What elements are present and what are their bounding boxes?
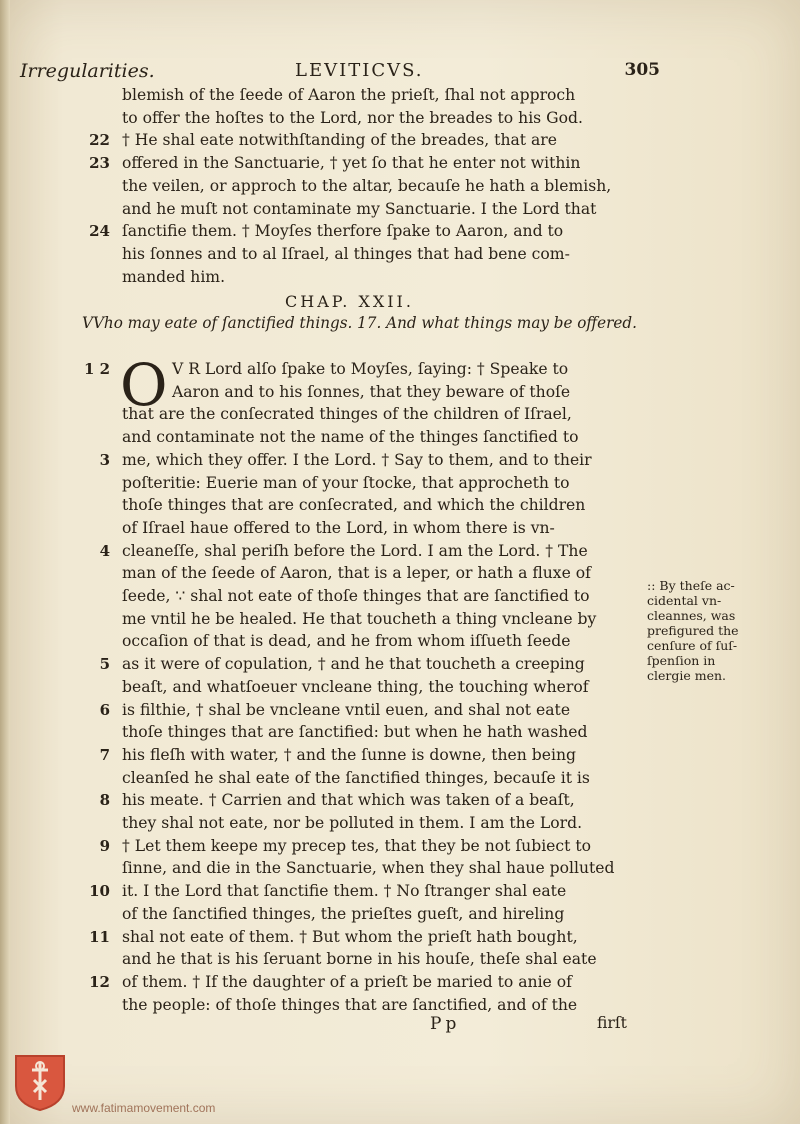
text-line (0, 129, 800, 151)
verse-text: beaſt, and whatſoeuer vncleane thing, the touching wherof (122, 677, 589, 696)
text-line (0, 971, 800, 993)
verse-text: as it were of copulation, † and he that toucheth a creeping (122, 655, 585, 674)
text-line (0, 857, 800, 879)
verse-number: 8 (99, 791, 110, 810)
verse-text: ſinne, and die in the Sanctuarie, when they shal haue polluted (122, 859, 615, 878)
verse-text: thoſe thinges that are conſecrated, and which the children (122, 496, 586, 515)
verse-text: blemish of the ſeede of Aaron the prieſt, ſhal not approch (122, 86, 576, 104)
text-line (0, 426, 800, 448)
text-line (0, 994, 800, 1016)
verse-text: is filthie, † shal be vncleane vntil euen, and shal not eate (122, 700, 571, 719)
verse-text: his meate. † Carrien and that which was taken of a beaſt, (122, 791, 575, 810)
verse-text: shal not eate of them. † But whom the prieſt hath bought, (122, 927, 578, 946)
verse-text: they shal not eate, nor be polluted in them. I am the Lord. (122, 814, 583, 832)
verse-text: me, which they offer. I the Lord. † Say to them, and to their (122, 450, 592, 469)
verse-text: me vntil he be healed. He that toucheth a thing vncleane by (122, 609, 597, 628)
papal-seal-icon (12, 1052, 68, 1112)
verse-number: 11 (89, 927, 110, 946)
verse-text: poſteritie: Euerie man of your ſtocke, that approcheth to (122, 473, 570, 492)
side-note-line: cidental vn- (647, 593, 722, 608)
text-line (0, 403, 800, 425)
verse-text: of the ſanctified thinges, the prieſtes gueſt, and hireling (122, 904, 565, 923)
text-line (0, 494, 800, 516)
verse-number: 1 2 (84, 360, 111, 378)
text-line (0, 903, 800, 925)
verse-text: that are the conſecrated thinges of the children of Iſrael, (122, 405, 572, 424)
text-line (0, 175, 800, 197)
text-line (0, 266, 800, 288)
verse-text: Aaron and to his ſonnes, that they beware of thoſe (172, 382, 571, 401)
verse-text: occaſion of that is dead, and he from whom iſſueth ſeede (122, 632, 571, 651)
verse-text: to offer the hoſtes to the Lord, nor the breades to his God. (122, 108, 583, 127)
verse-text: of them. † If the daughter of a prieſt be maried to anie of (122, 972, 572, 991)
text-line (0, 767, 800, 789)
verse-number: 12 (89, 972, 110, 991)
verse-text: and he that is his ſeruant borne in his houſe, theſe shal eate (122, 950, 597, 969)
side-note (647, 578, 792, 683)
side-note-line: cenſure of ſuſ- (647, 638, 738, 653)
verse-text: manded him. (122, 267, 226, 286)
text-line (0, 358, 800, 380)
verse-text: cleaneſſe, shal periſh before the Lord. I am the Lord. † The (122, 541, 588, 560)
running-head-book: LEVITICVS. (295, 60, 424, 81)
side-note-line: clergie men. (647, 668, 727, 683)
verse-number: 10 (89, 882, 110, 901)
text-line (0, 198, 800, 220)
verse-text: cleanſed he shal eate of the ſanctified thinges, becauſe it is (122, 768, 590, 787)
verse-text: the veilen, or approch to the altar, becauſe he hath a blemish, (122, 176, 612, 195)
text-line (0, 220, 800, 242)
text-line (0, 243, 800, 265)
text-line (0, 744, 800, 766)
running-head (20, 60, 660, 86)
verse-text: † Let them keepe my precep tes, that they be not ſubiect to (122, 836, 592, 855)
verse-text: of Iſrael haue offered to the Lord, in whom there is vn- (122, 518, 555, 537)
verse-number: 9 (99, 836, 110, 855)
text-line (0, 721, 800, 743)
running-head-section: Irregularities. (20, 60, 155, 82)
text-line (0, 472, 800, 494)
text-line (0, 789, 800, 811)
text-line (0, 835, 800, 857)
verse-text: offered in the Sanctuarie, † yet ſo that he enter not within (122, 154, 581, 173)
chapter-summary: VVho may eate of ſanctified things. 17. And what things may be offered. (82, 314, 637, 332)
verse-text: and contaminate not the name of the thinges ſanctified to (122, 428, 579, 447)
text-line (0, 540, 800, 562)
verse-number: 22 (89, 131, 110, 150)
signature-mark: Pp (430, 1014, 461, 1034)
verse-text: V R Lord alſo ſpake to Moyſes, ſaying: † Speake to (172, 360, 569, 378)
verse-number: 6 (99, 700, 110, 719)
side-note-line: :: By theſe ac- (647, 578, 735, 593)
verse-text: ſeede, ∵ shal not eate of thoſe thinges that are ſanctified to (122, 587, 590, 605)
text-line (0, 84, 800, 106)
page-number: 305 (624, 60, 660, 80)
verse-text: it. I the Lord that ſanctifie them. † No ſtranger shal eate (122, 882, 567, 901)
text-line (0, 926, 800, 948)
verse-text: thoſe thinges that are ſanctified: but when he hath washed (122, 723, 588, 742)
verse-number: 5 (99, 655, 110, 674)
verse-text: man of the ſeede of Aaron, that is a leper, or hath a fluxe of (122, 564, 591, 583)
text-line (0, 517, 800, 539)
text-line (0, 449, 800, 471)
catchword: firſt (597, 1014, 627, 1032)
text-line (0, 699, 800, 721)
text-line (0, 948, 800, 970)
verse-text: † He shal eate notwithſtanding of the breades, that are (122, 131, 557, 150)
text-line (0, 381, 800, 403)
verse-number: 7 (99, 745, 110, 764)
text-line (0, 812, 800, 834)
verse-number: 4 (99, 541, 110, 560)
side-note-line: ſpenſion in (647, 653, 716, 668)
chapter-title: CHAP. XXII. (285, 292, 414, 311)
verse-number: 3 (99, 450, 110, 469)
drop-cap: O (120, 351, 168, 419)
verse-text: ſanctifie them. † Moyſes therfore ſpake to Aaron, and to (122, 222, 564, 241)
text-line (0, 880, 800, 902)
verse-text: his fleſh with water, † and the ſunne is downe, then being (122, 745, 577, 764)
verse-text: his ſonnes and to al Iſrael, al thinges that had bene com- (122, 244, 570, 263)
verse-text: and he muſt not contaminate my Sanctuarie. I the Lord that (122, 199, 597, 218)
verse-number: 23 (89, 154, 110, 173)
side-note-line: prefigured the (647, 623, 739, 638)
verse-text: the people: of thoſe thinges that are ſanctified, and of the (122, 995, 578, 1014)
verse-number: 24 (89, 222, 110, 241)
watermark-url: www.fatimamovement.com (72, 1101, 216, 1115)
text-line (0, 152, 800, 174)
text-line (0, 107, 800, 129)
side-note-line: cleannes, was (647, 608, 736, 623)
